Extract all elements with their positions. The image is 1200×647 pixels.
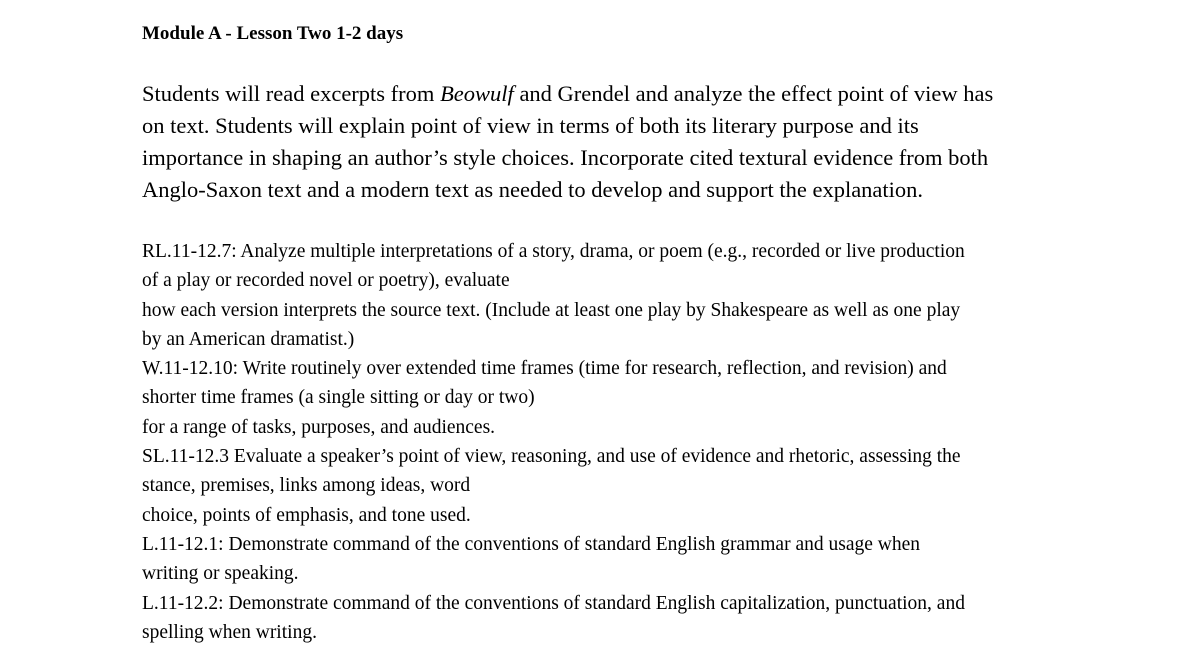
lesson-description: [142, 78, 1062, 206]
description-line: Anglo-Saxon text and a modern text as needed to develop and support the explanation.: [142, 177, 924, 202]
standard-line: by an American dramatist.): [142, 328, 355, 350]
description-text: Students will read excerpts from: [142, 81, 441, 106]
standard-line: for a range of tasks, purposes, and audiences.: [142, 416, 496, 438]
description-line: [142, 78, 1062, 110]
standard-line: stance, premises, links among ideas, word: [142, 475, 471, 497]
standard-line: spelling when writing.: [142, 621, 317, 643]
standard-line: of a play or recorded novel or poetry), evaluate: [142, 270, 510, 292]
standard-line: L.11-12.2: Demonstrate command of the conventions of standard English capitalization, punctuation, and: [142, 592, 965, 614]
standard-line: shorter time frames (a single sitting or day or two): [142, 387, 535, 409]
standard-l-11-12-2: [142, 589, 1072, 647]
standard-line: RL.11-12.7: Analyze multiple interpretations of a story, drama, or poem (e.g., recorded or live production: [142, 241, 965, 262]
description-text: and Grendel and analyze the effect point of view has: [513, 81, 994, 106]
description-line: on text. Students will explain point of view in terms of both its literary purpose and its: [142, 113, 919, 138]
beowulf-title: Beowulf: [440, 81, 514, 106]
standard-w-11-12-10: [142, 354, 1072, 442]
standard-line: SL.11-12.3 Evaluate a speaker’s point of view, reasoning, and use of evidence and rhetoric, assessing the: [142, 446, 961, 468]
standard-line: L.11-12.1: Demonstrate command of the conventions of standard English grammar and usage when: [142, 533, 920, 555]
standard-line: choice, points of emphasis, and tone used.: [142, 504, 471, 526]
standard-line: writing or speaking.: [142, 563, 299, 585]
module-title: Module A - Lesson Two 1-2 days: [142, 23, 404, 44]
standard-sl-11-12-3: [142, 442, 1072, 530]
standard-line: W.11-12.10: Write routinely over extended time frames (time for research, reflection, and revision) and: [142, 358, 947, 380]
standard-l-11-12-1: [142, 530, 1072, 589]
description-line: importance in shaping an author’s style choices. Incorporate cited textural evidence from both: [142, 145, 989, 170]
standard-line: how each version interprets the source text. (Include at least one play by Shakespeare as well as one play: [142, 299, 961, 321]
standards-list: [142, 237, 1072, 647]
standard-rl-11-12-7: [142, 237, 1072, 354]
